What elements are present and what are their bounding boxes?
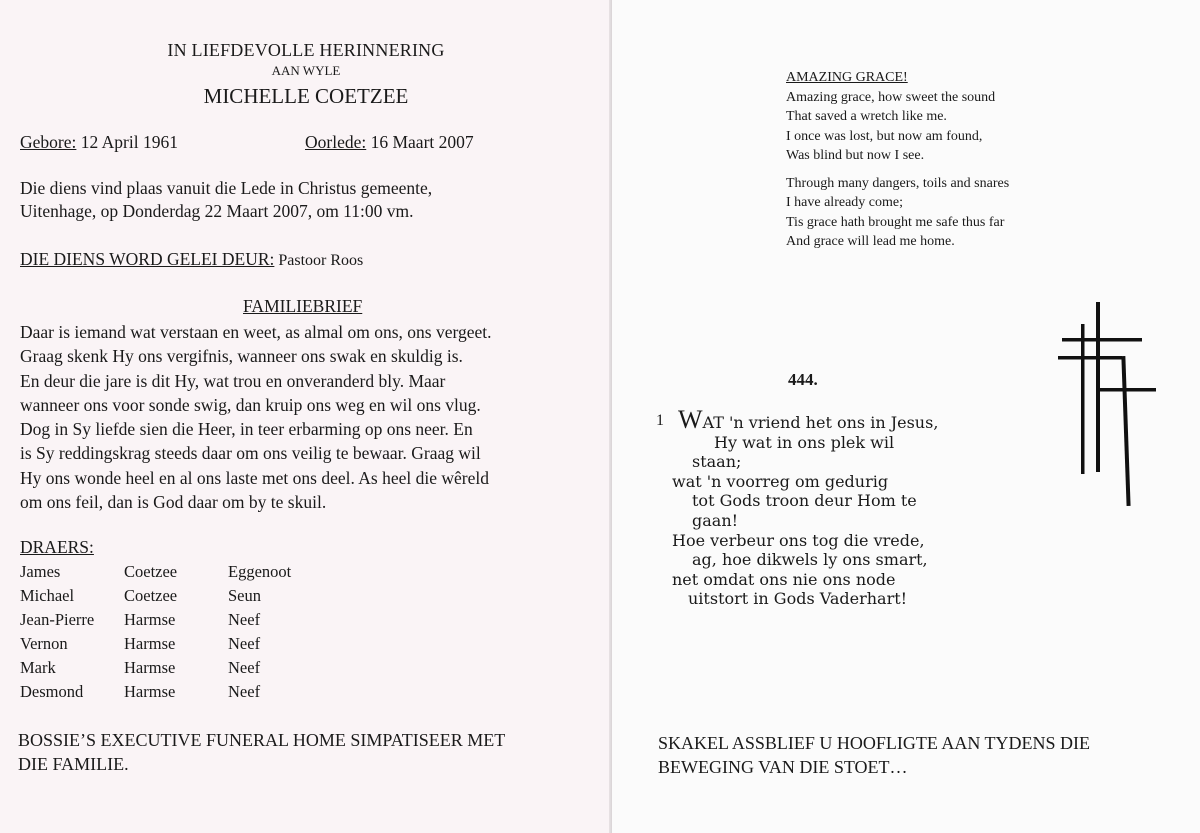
bearer-surname: Coetzee (124, 562, 178, 581)
died-date: 16 Maart 2007 (366, 132, 474, 152)
born-label: Gebore: (20, 132, 77, 152)
hymn-line: staan; (692, 452, 742, 472)
family-letter-line: is Sy reddingskrag steeds daar om ons veilig te bewaar. Graag wil (20, 443, 481, 464)
hymn-verse-2 (786, 174, 1009, 252)
bearer-surname: Harmse (124, 682, 176, 701)
hymn-line: tot Gods troon deur Hom te (692, 491, 917, 511)
hymn-line: wat 'n voorreg om gedurig (672, 471, 889, 491)
died-label: Oorlede: (305, 132, 367, 152)
family-letter-line: om ons feil, dan is God daar om by te skuil. (20, 492, 327, 513)
bearers-title: DRAERS: (20, 537, 94, 557)
bearer-first-name: Desmond (20, 682, 84, 701)
bearer-surname: Harmse (124, 658, 176, 677)
notice-line: BEWEGING VAN DIE STOET… (658, 757, 908, 777)
condolence-notice (18, 728, 505, 776)
notice-line: SKAKEL ASSBLIEF U HOOFLIGTE AAN TYDENS DIE (658, 733, 1091, 753)
bearer-surname: Coetzee (124, 586, 178, 605)
hymn-line: net omdat ons nie ons node (672, 569, 896, 589)
family-letter-line: Hy ons wonde heel en al ons laste met ons deel. As heel die wêreld (20, 467, 489, 488)
hymn-number: 444. (788, 370, 818, 389)
bearer-relation: Neef (228, 610, 261, 629)
bearer-relation: Neef (228, 634, 261, 653)
service-line-2: Uitenhage, op Donderdag 22 Maart 2007, om 11:00 vm. (20, 201, 414, 221)
officiant-label: DIE DIENS WORD GELEI DEUR: (20, 249, 275, 269)
hymn-line: I once was lost, but now am found, (786, 128, 983, 144)
hymn-line: I have already come; (786, 195, 903, 210)
table-row (20, 658, 291, 682)
born-date: 12 April 1961 (76, 132, 178, 152)
officiant-line (20, 249, 363, 270)
hymn-line: Amazing grace, how sweet the sound (786, 89, 996, 105)
amazing-grace-hymn (786, 68, 1009, 252)
afrikaans-hymn (672, 405, 939, 609)
hymn-line: Was blind but now I see. (786, 148, 925, 163)
bearer-first-name: James (20, 562, 61, 581)
memorial-subheading: AAN WYLE (271, 63, 341, 78)
bearer-surname: Harmse (124, 610, 176, 629)
hymn-line: ag, hoe dikwels ly ons smart, (692, 550, 928, 570)
deceased-name: MICHELLE COETZEE (203, 84, 409, 108)
died-line (305, 132, 474, 153)
hymn-first-line (672, 405, 939, 434)
family-letter (20, 320, 492, 514)
headlights-notice (658, 731, 1090, 779)
bearer-first-name: Mark (20, 658, 56, 677)
hymn-line: Hoe verbeur ons tog die vrede, (672, 530, 925, 550)
table-row (20, 682, 291, 706)
table-row (20, 562, 291, 586)
bearer-relation: Neef (228, 682, 261, 701)
verse-number: 1 (656, 412, 664, 429)
hymn-line: And grace will lead me home. (786, 234, 955, 249)
bearer-first-name: Jean-Pierre (20, 610, 95, 629)
hymn-line: That saved a wretch like me. (786, 109, 947, 124)
family-letter-line: En deur die jare is dit Hy, wat trou en onveranderd bly. Maar (20, 370, 446, 391)
hymn-line: Hy wat in ons plek wil (714, 432, 895, 452)
hymn-line: Tis grace hath brought me safe thus far (786, 214, 1005, 230)
born-line (20, 132, 178, 153)
bearer-first-name: Vernon (20, 634, 68, 653)
family-letter-line: wanneer ons voor sonde swig, dan kruip ons weg en wil ons vlug. (20, 394, 481, 415)
family-letter-line: Graag skenk Hy ons vergifnis, wanneer ons swak en skuldig is. (20, 346, 463, 367)
family-letter-title: FAMILIEBRIEF (243, 296, 363, 316)
hymn-line: uitstort in Gods Vaderhart! (688, 589, 908, 609)
officiant-name: Pastoor Roos (274, 252, 364, 269)
service-line-1: Die diens vind plaas vanuit die Lede in Christus gemeente, (20, 178, 433, 198)
hymn-line: AT 'n vriend het ons in Jesus, (702, 413, 939, 432)
hymn-verse-1 (786, 88, 1009, 166)
hymn-title: AMAZING GRACE! (786, 70, 908, 85)
bearer-relation: Seun (228, 586, 261, 605)
table-row (20, 610, 291, 634)
family-letter-line: Daar is iemand wat verstaan en weet, as almal om ons, ons vergeet. (20, 322, 492, 342)
bearer-relation: Eggenoot (228, 562, 292, 581)
bearer-surname: Harmse (124, 634, 176, 653)
condolence-line: DIE FAMILIE. (18, 754, 129, 774)
hymn-line: gaan! (692, 510, 739, 530)
condolence-line: BOSSIE’S EXECUTIVE FUNERAL HOME SIMPATISEER MET (18, 730, 506, 750)
bearer-first-name: Michael (20, 586, 75, 605)
table-row (20, 586, 291, 610)
triple-cross-icon (1052, 302, 1162, 508)
drop-cap: W (678, 405, 703, 434)
bearer-relation: Neef (228, 658, 261, 677)
bearers-table (20, 562, 291, 706)
hymn-line: Through many dangers, toils and snares (786, 175, 1010, 191)
memorial-heading: IN LIEFDEVOLLE HERINNERING (167, 40, 445, 60)
table-row (20, 634, 291, 658)
family-letter-line: Dog in Sy liefde sien die Heer, in teer erbarming op ons neer. En (20, 419, 473, 440)
